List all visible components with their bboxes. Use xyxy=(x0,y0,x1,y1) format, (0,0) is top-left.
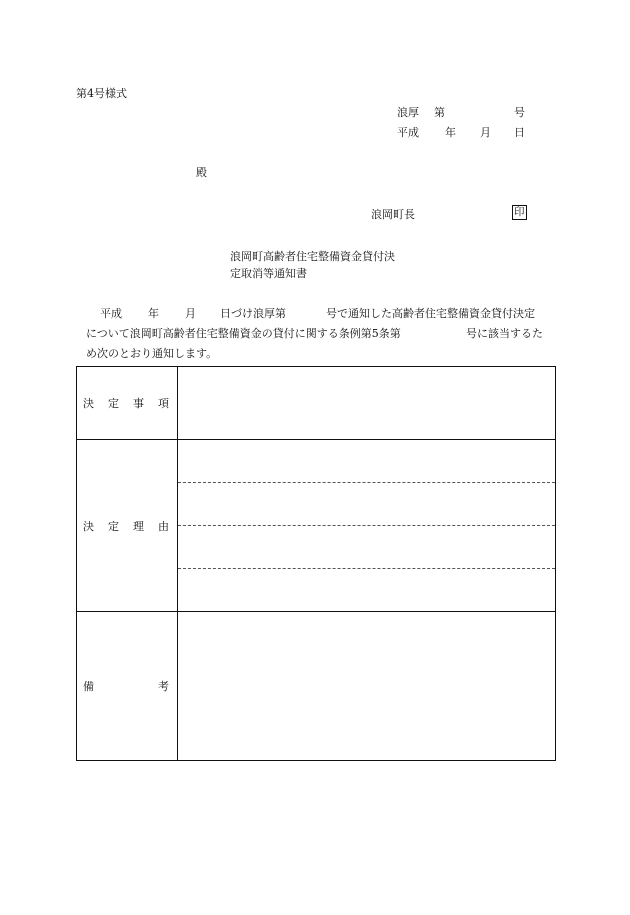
row-decision-reason xyxy=(77,440,556,612)
body-line3: め次のとおり通知します。 xyxy=(86,347,218,360)
ref-number-prefix: 第 xyxy=(434,106,445,119)
ref-number-suffix: 号 xyxy=(514,106,525,119)
ref-office: 浪厚 xyxy=(397,106,419,119)
body-year: 年 xyxy=(148,307,159,320)
body-line1-tail: 号で通知した高齢者住宅整備資金貸付決定 xyxy=(326,307,535,320)
body-line2-tail: 号に該当するた xyxy=(466,327,543,340)
date-era: 平成 xyxy=(397,126,419,139)
date-day: 日 xyxy=(514,126,525,139)
decision-table xyxy=(76,366,556,761)
field-decision-matter[interactable] xyxy=(178,367,556,440)
seal-mark: 印 xyxy=(514,206,525,218)
label-decision-matter: 決 定 事 項 xyxy=(77,367,178,440)
field-remarks[interactable] xyxy=(178,612,556,761)
date-year: 年 xyxy=(445,126,456,139)
form-number: 第4号様式 xyxy=(76,87,127,100)
addressee-suffix: 殿 xyxy=(196,166,207,179)
body-month: 月 xyxy=(185,307,196,320)
body-day-ref: 日づけ浪厚第 xyxy=(220,307,286,320)
reason-line-3 xyxy=(178,568,555,569)
date-month: 月 xyxy=(480,126,491,139)
row-decision-matter xyxy=(77,367,556,440)
body-era: 平成 xyxy=(100,307,122,320)
sender-title: 浪岡町長 xyxy=(371,208,415,221)
row-remarks xyxy=(77,612,556,761)
label-decision-reason: 決 定 理 由 xyxy=(77,440,178,612)
label-remarks: 備 考 xyxy=(77,612,178,761)
field-decision-reason[interactable] xyxy=(178,440,556,612)
seal-box xyxy=(512,205,527,220)
title-line-1: 浪岡町高齢者住宅整備資金貸付決 xyxy=(230,250,395,263)
body-line2-head: について浪岡町高齢者住宅整備資金の貸付に関する条例第5条第 xyxy=(86,327,401,340)
title-line-2: 定取消等通知書 xyxy=(230,267,307,280)
